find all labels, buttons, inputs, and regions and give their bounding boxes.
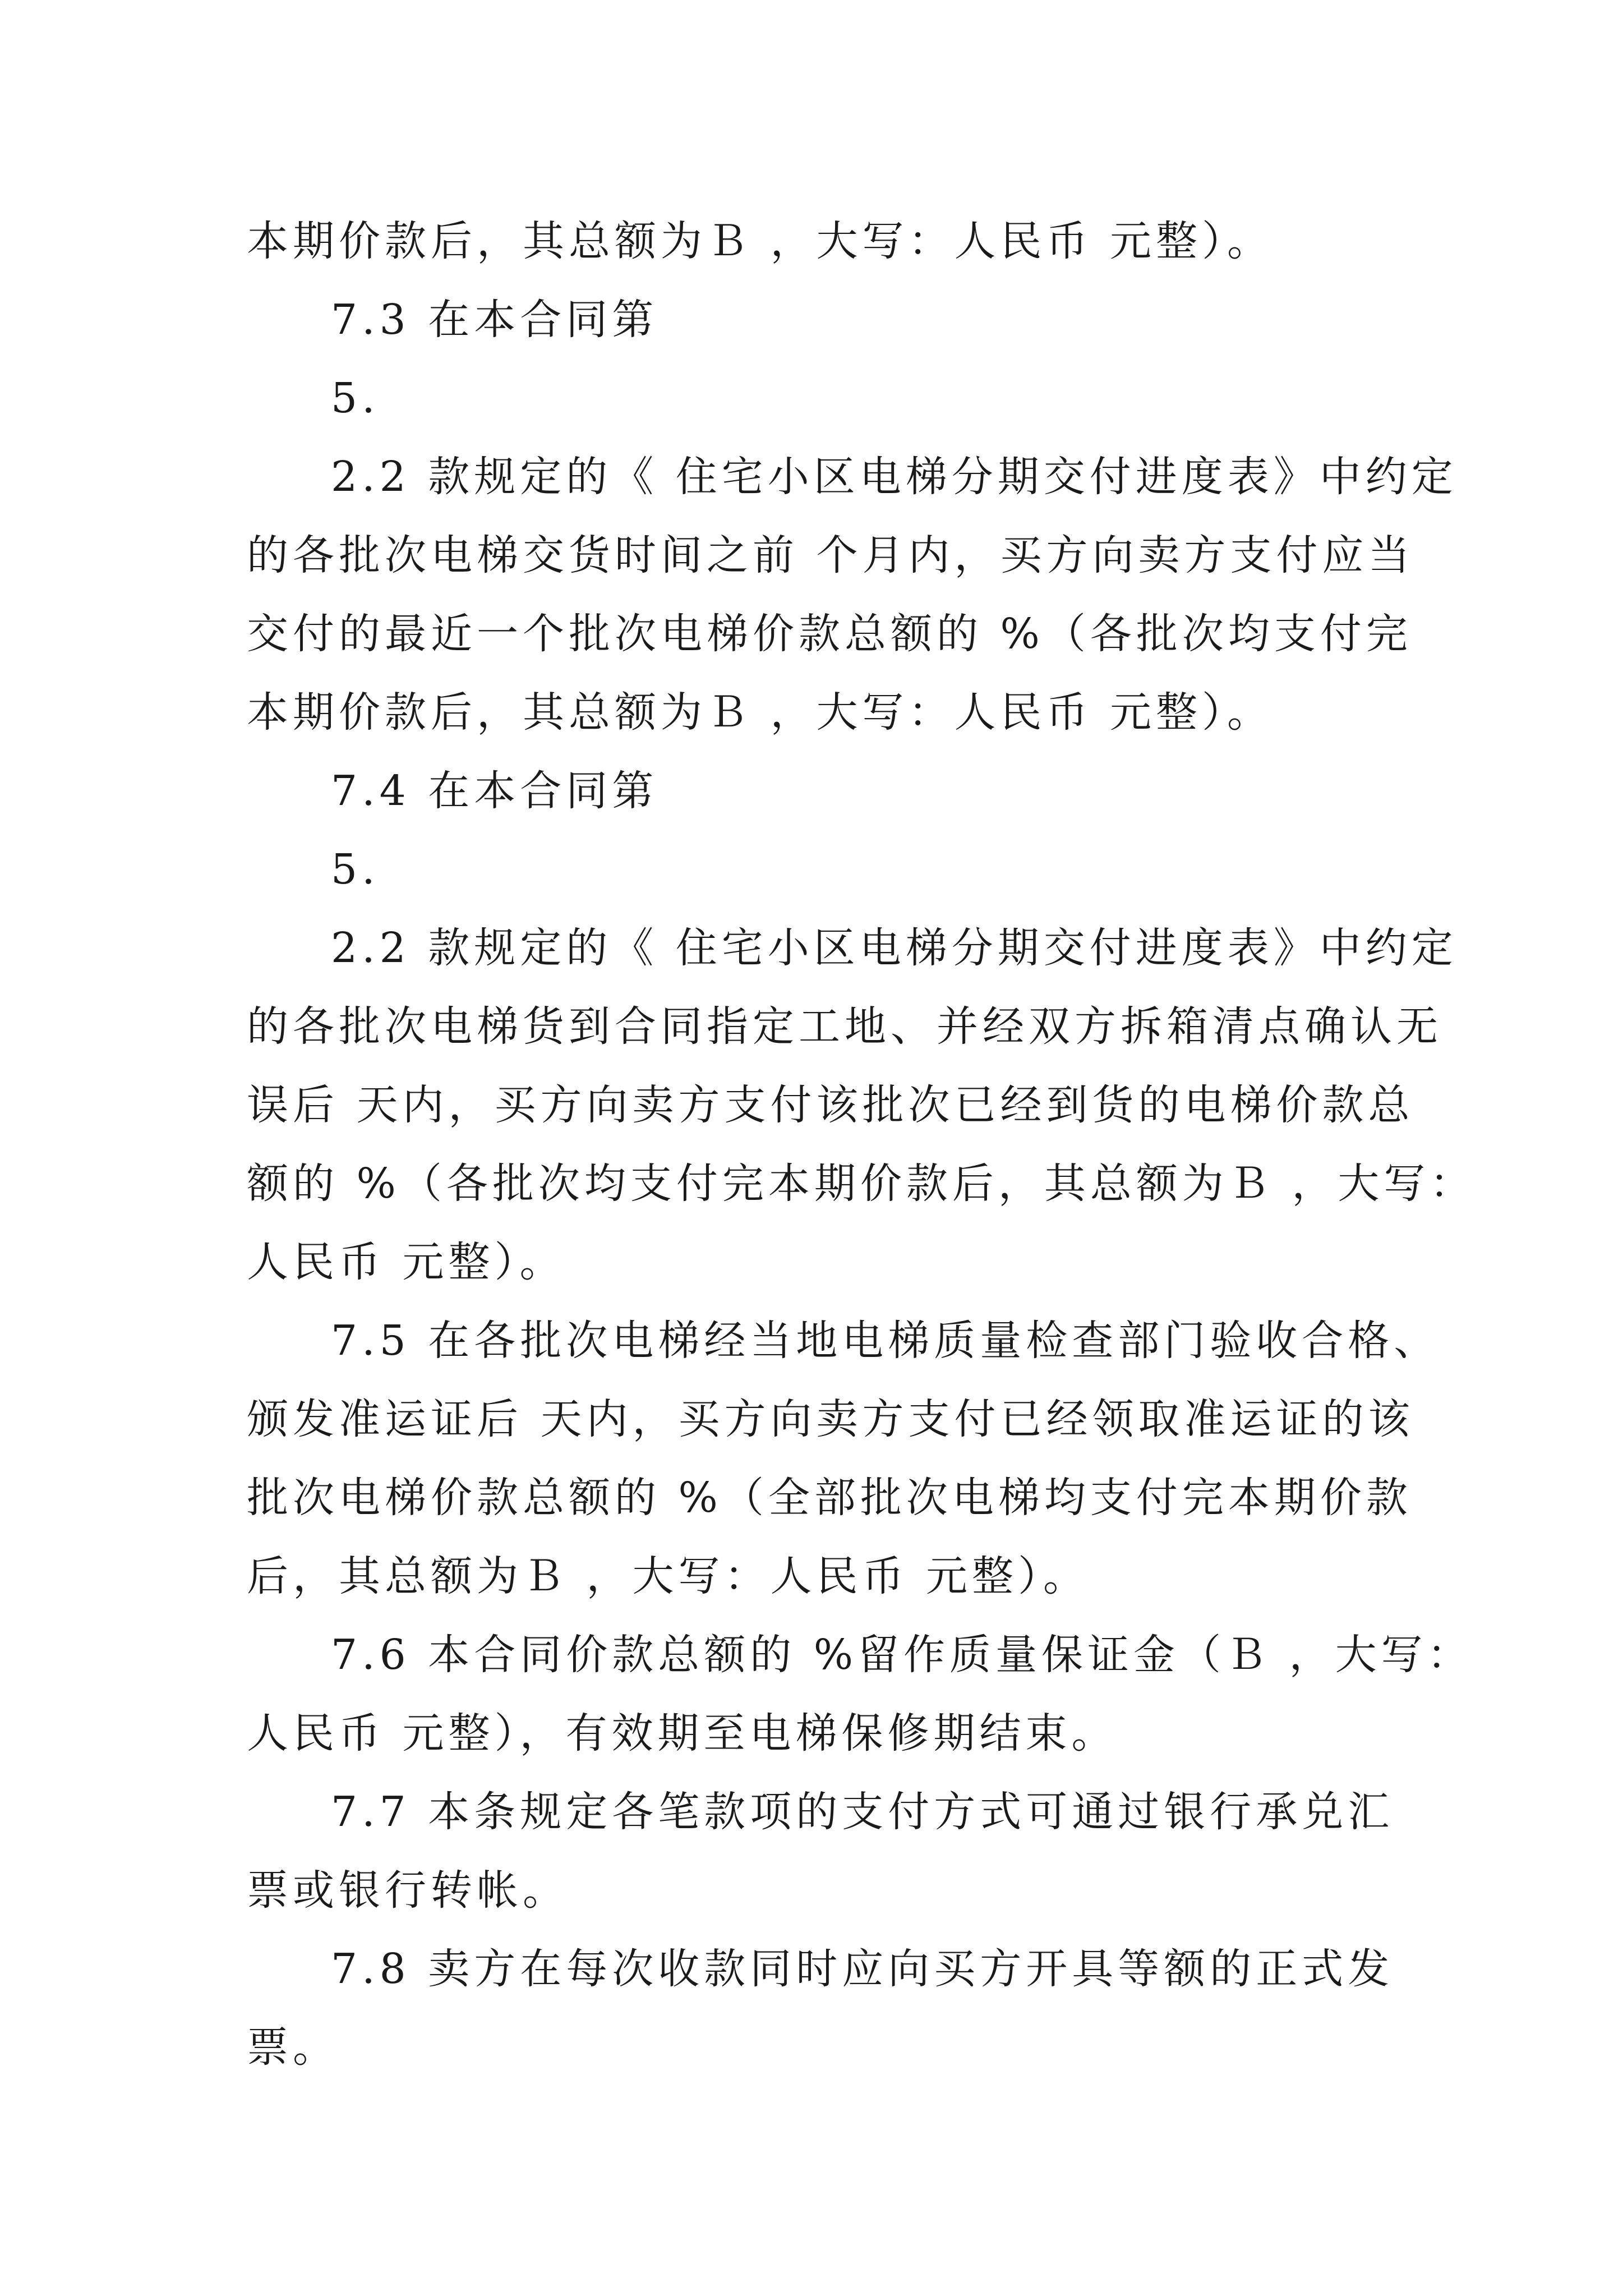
contract-body bbox=[247, 202, 1476, 2087]
text-line: 的各批次电梯交货时间之前 个月内，买方向卖方支付应当 bbox=[247, 531, 1414, 579]
text-line: 票或银行转帐。 bbox=[247, 1866, 569, 1915]
text-line: 的各批次电梯货到合同指定工地、并经双方拆箱清点确认无 bbox=[247, 1002, 1442, 1051]
text-line: 交付的最近一个批次电梯价款总额的 %（各批次均支付完 bbox=[247, 610, 1412, 658]
clause-7-7: 7.7 本条规定各笔款项的支付方式可通过银行承兑汇 bbox=[331, 1788, 1394, 1836]
text-line: 本期价款后，其总额为Ｂ ，大写：人民币 元整）。 bbox=[247, 217, 1274, 265]
text-line: 人民币 元整）。 bbox=[247, 1238, 566, 1286]
text-line: 本期价款后，其总额为Ｂ ，大写：人民币 元整）。 bbox=[247, 688, 1274, 737]
text-line: 后，其总额为Ｂ ，大写：人民币 元整）。 bbox=[247, 1552, 1090, 1600]
clause-7-8: 7.8 卖方在每次收款同时应向买方开具等额的正式发 bbox=[331, 1945, 1394, 1993]
text-line: 额的 %（各批次均支付完本期价款后，其总额为Ｂ ，大写： bbox=[247, 1159, 1476, 1208]
text-line: 误后 天内，买方向卖方支付该批次已经到货的电梯价款总 bbox=[247, 1081, 1414, 1129]
text-line: 颁发准运证后 天内，买方向卖方支付已经领取准运证的该 bbox=[247, 1395, 1414, 1443]
clause-7-3-heading: 7.3 在本合同第 bbox=[331, 296, 658, 344]
text-line: 5. bbox=[331, 374, 380, 422]
clause-7-6: 7.6 本合同价款总额的 %留作质量保证金（Ｂ ，大写： bbox=[331, 1631, 1473, 1679]
text-line: 5. bbox=[331, 845, 380, 894]
clause-7-4-heading: 7.4 在本合同第 bbox=[331, 767, 658, 815]
clause-7-5: 7.5 在各批次电梯经当地电梯质量检查部门验收合格、 bbox=[331, 1317, 1440, 1365]
text-line: 2.2 款规定的《 住宅小区电梯分期交付进度表》中约定 bbox=[331, 453, 1458, 501]
text-line: 票。 bbox=[247, 2023, 339, 2072]
text-line: 批次电梯价款总额的 %（全部批次电梯均支付完本期价款 bbox=[247, 1474, 1412, 1522]
text-line: 2.2 款规定的《 住宅小区电梯分期交付进度表》中约定 bbox=[331, 924, 1458, 972]
text-line: 人民币 元整），有效期至电梯保修期结束。 bbox=[247, 1709, 1118, 1757]
